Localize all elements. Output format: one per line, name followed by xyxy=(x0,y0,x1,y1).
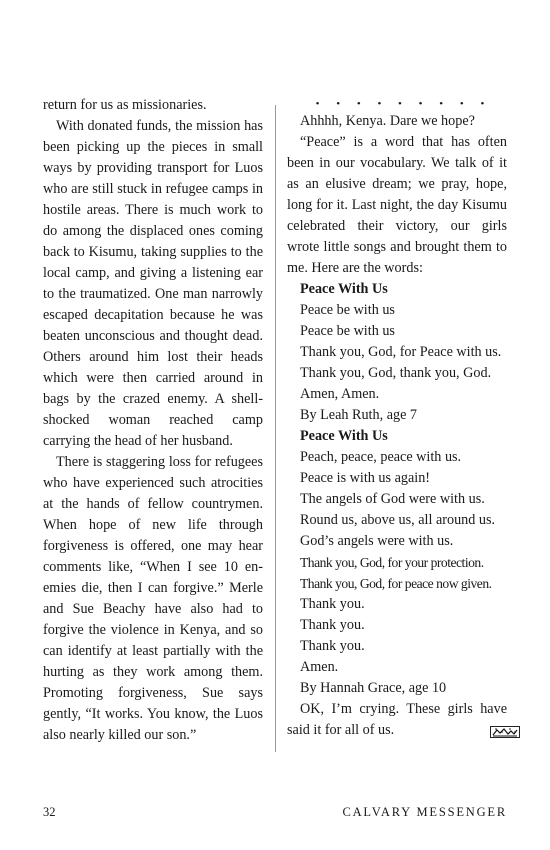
closing-text: OK, I’m crying. These girls have said it for all of us. xyxy=(287,701,507,738)
poem-leah xyxy=(300,279,507,426)
poem-line: The angels of God were with us. xyxy=(300,491,485,507)
poem-title: Peace With Us xyxy=(300,281,388,297)
poem-line: Peace be with us xyxy=(300,302,395,318)
poem-line: Thank you. xyxy=(300,617,365,633)
column-divider xyxy=(275,105,276,752)
poem-line: Peace is with us again! xyxy=(300,470,431,486)
poem-hannah xyxy=(300,426,507,699)
running-head: CALVARY MESSENGER xyxy=(342,805,507,819)
end-of-article-ornament-icon xyxy=(477,724,507,736)
poem-byline: By Hannah Grace, age 10 xyxy=(300,680,447,696)
section-separator: • • • • • • • • • xyxy=(315,98,492,110)
paragraph: “Peace” is a word that has often been in our vocabulary. We talk of it as an elusive dream; we pray, hope, long for it. Last night, the day Kisumu celebrated their victory, our girls wrote little songs and brought them to me. Here are the words: xyxy=(287,134,507,276)
right-column xyxy=(287,97,507,741)
poem-line: Thank you, God, for your protection. xyxy=(300,555,484,570)
poem-line: Thank you, God, for peace now given. xyxy=(300,576,492,591)
poem-byline: By Leah Ruth, age 7 xyxy=(300,407,418,423)
poem-line: Thank you, God, thank you, God. xyxy=(300,365,492,381)
poem-line: Amen, Amen. xyxy=(300,386,380,402)
closing-paragraph xyxy=(287,699,507,741)
poem-line: Thank you. xyxy=(300,596,365,612)
poem-line: Peach, peace, peace with us. xyxy=(300,449,462,465)
paragraph: There is staggering loss for refugees who have experienced such atrocities at the hands of fellow countrymen. When hope of new life through forgiveness is offered, one may hear comments like, “When I see 10 enemies die, then I can forgive.” Merle and Sue Beachy have also had to forgive the violence in Kenya, and so can identify at least partially with the hurting as they work among them. Promoting forgiveness, Sue says gently, “It works. You know, the Luos also nearly killed our son.” xyxy=(43,454,263,743)
left-column xyxy=(43,95,263,746)
page-number: 32 xyxy=(43,805,56,819)
poem-line: Round us, above us, all around us. xyxy=(300,512,496,528)
poem-title: Peace With Us xyxy=(300,428,388,444)
paragraph: Ahhhh, Kenya. Dare we hope? xyxy=(300,113,475,129)
poem-line: God’s angels were with us. xyxy=(300,533,454,549)
poem-line: Peace be with us xyxy=(300,323,395,339)
paragraph: return for us as missionaries. xyxy=(43,97,207,113)
poem-line: Amen. xyxy=(300,659,339,675)
paragraph: With donated funds, the mission has been picking up the pieces in small ways by providing transport for Luos who are still stuck in refugee camps in hostile areas. There is much work to do among the displaced ones coming back to Kisumu, taking supplies to the local camp, and giving a listening ear to the traumatized. One man narrowly escaped decapitation because he was beaten unconscious and thought dead. Others around him lost their heads which were then carried around in bags by the crazed enemy. A shell-shocked woman reached camp carrying the head of her husband. xyxy=(43,118,263,449)
poem-line: Thank you. xyxy=(300,638,365,654)
poem-line: Thank you, God, for Peace with us. xyxy=(300,344,502,360)
